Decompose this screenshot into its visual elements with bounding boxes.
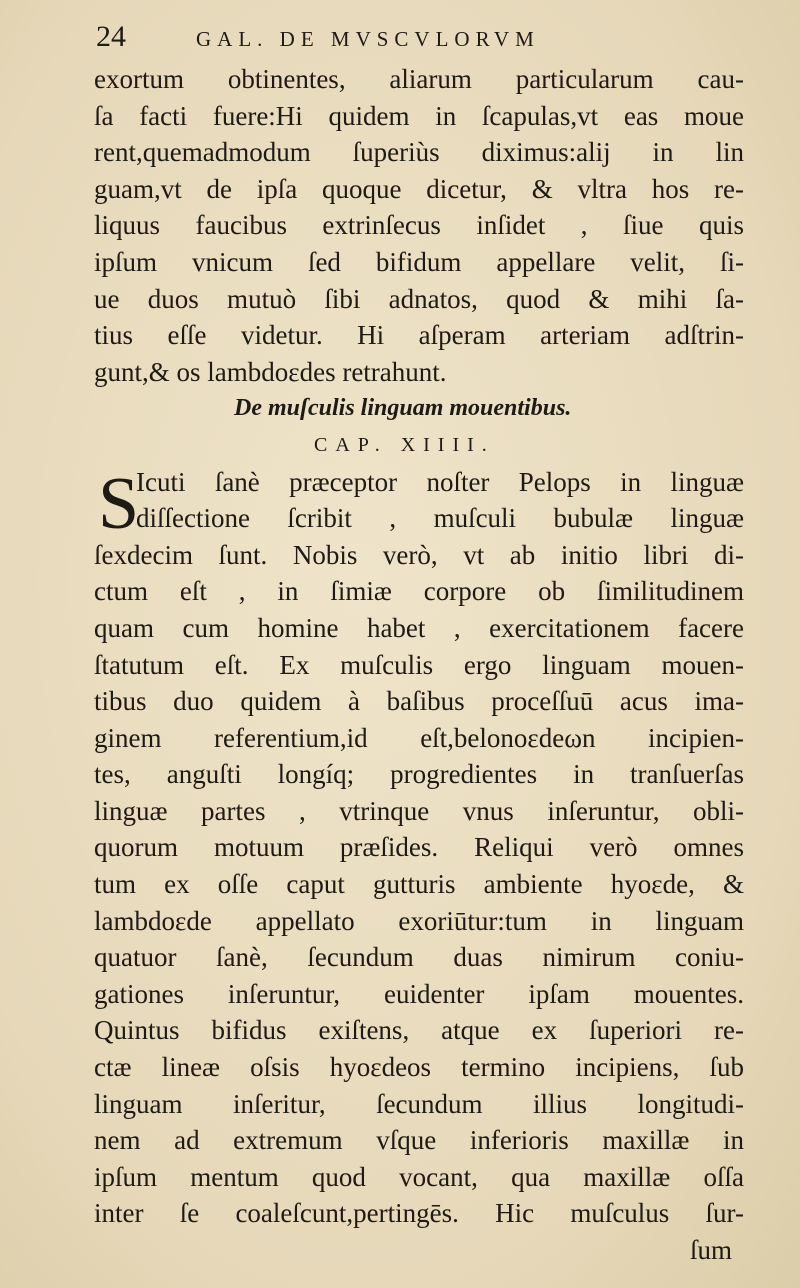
text-block	[94, 61, 744, 1269]
text-line: guam,vt de ipſa quoque dicetur, & vltra hos re-	[94, 173, 744, 204]
chapter-opening	[94, 462, 744, 545]
text-line: linguæ partes , vtrinque vnus inſeruntur, obli-	[94, 795, 744, 826]
text-line: linguam inſeritur, ſecundum illius longitudi-	[94, 1088, 744, 1119]
chapter-heading: CAP. XIIII.	[314, 433, 495, 456]
text-line: Icuti ſanè præceptor noſter Pelops in linguæ	[136, 466, 744, 497]
text-line: ipſum vnicum ſed bifidum appellare velit, ſi-	[94, 246, 744, 277]
drop-cap: S	[98, 462, 140, 545]
text-line: exortum obtinentes, aliarum particularum cau-	[94, 64, 744, 94]
text-line: ſa facti fuere:Hi quidem in ſcapulas,vt eas moue	[94, 100, 744, 131]
page-header	[96, 20, 736, 60]
text-line: ctum eſt , in ſimiæ corpore ob ſimilitudinem	[94, 576, 744, 607]
text-line: gationes inſeruntur, euidenter ipſam mouentes.	[94, 978, 744, 1009]
text-line: tum ex oſſe caput gutturis ambiente hyoεde, &	[94, 869, 744, 900]
text-line: ipſum mentum quod vocant, qua maxillæ oſſa	[94, 1161, 744, 1192]
text-line: tius eſſe videtur. Hi aſperam arteriam adſtrin-	[94, 320, 744, 351]
text-line: rent,quemadmodum ſuperiùs diximus:alij in lin	[94, 137, 744, 168]
text-line: diſſectione ſcribit , muſculi bubulæ linguæ	[136, 503, 744, 534]
text-line: quorum motuum præſides. Reliqui verò omnes	[94, 832, 744, 863]
text-line: lambdoεde appellato exoriūtur:tum in linguam	[94, 905, 744, 936]
text-line: quatuor ſanè, ſecundum duas nimirum coniu-	[94, 942, 744, 973]
text-line: tes, anguſti longíq; progredientes in tranſuerſas	[94, 759, 744, 790]
catchword: ſum	[689, 1235, 732, 1265]
running-head: GAL. DE MVSCVLORVM	[196, 27, 540, 51]
text-line: nem ad extremum vſque inferioris maxillæ in	[94, 1125, 744, 1156]
text-line: liquus faucibus extrinſecus inſidet , ſiue quis	[94, 210, 744, 241]
text-line: Quintus bifidus exiſtens, atque ex ſuperiori re-	[94, 1015, 744, 1046]
text-line: gunt,& os lambdoεdes retrahunt.	[94, 356, 447, 387]
text-line: ſtatutum eſt. Ex muſculis ergo linguam mouen-	[94, 649, 744, 680]
text-line: tibus duo quidem à baſibus proceſſuū acus ima-	[94, 686, 744, 717]
page-number: 24	[96, 20, 126, 53]
section-heading: De muſculis linguam mouentibus.	[234, 395, 572, 422]
text-line: ſexdecim ſunt. Nobis verò, vt ab initio libri di-	[94, 539, 744, 570]
text-line: ginem referentium,id eſt,belonoεdeωn incipien-	[94, 722, 744, 753]
text-line: ue duos mutuò ſibi adnatos, quod & mihi ſa-	[94, 283, 744, 314]
text-line: inter ſe coaleſcunt,pertingēs. Hic muſculus ſur-	[94, 1198, 744, 1229]
text-line: quam cum homine habet , exercitationem facere	[94, 612, 744, 643]
text-line: ctæ lineæ oſsis hyoεdeos termino incipiens, ſub	[94, 1052, 744, 1083]
